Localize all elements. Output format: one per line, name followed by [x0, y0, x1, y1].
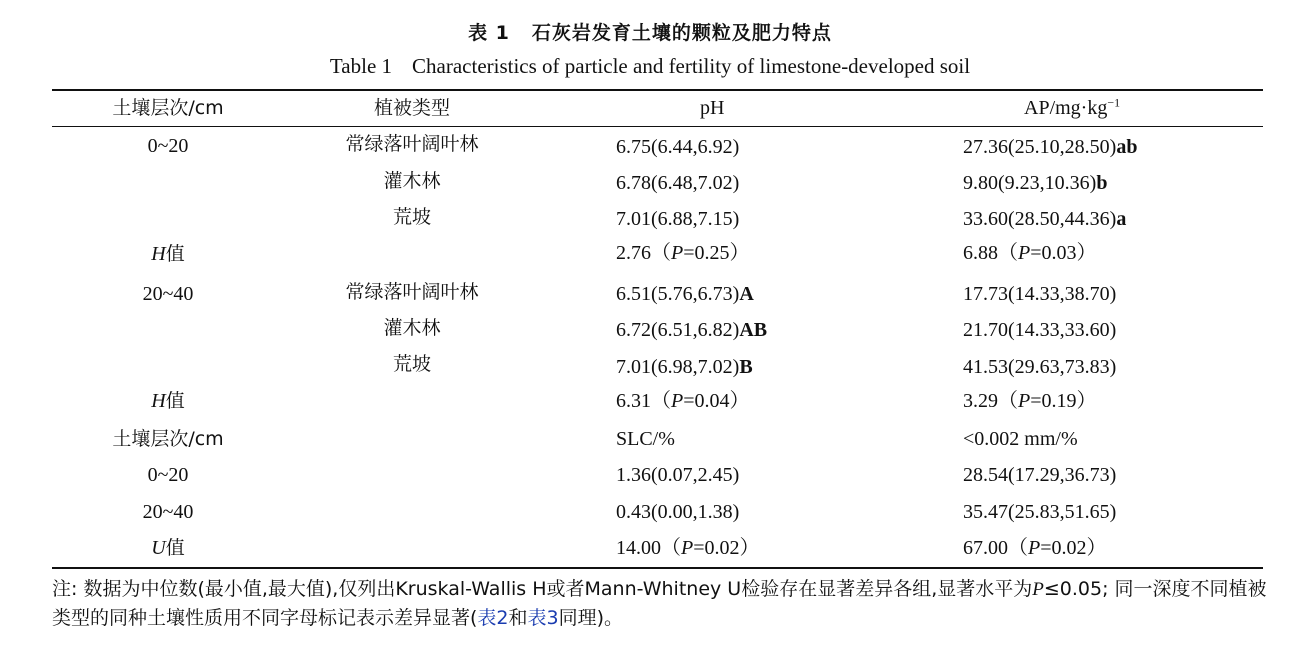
ap-significance-mark: a	[1116, 208, 1127, 230]
h-statistic-label	[52, 242, 284, 266]
p-letter: P	[671, 242, 684, 264]
header-ph: pH	[700, 97, 725, 119]
ph-significance-mark: AB	[739, 319, 768, 341]
header-ap-text: AP/mg·kg	[1024, 97, 1108, 119]
table-3-link[interactable]: 表3	[527, 607, 559, 629]
footnote-p-letter: P	[1032, 579, 1044, 600]
ap-value: 9.80(9.23,10.36)	[963, 172, 1097, 194]
footnote-text-2: ≤0.05; 同一深度不同植被类型的同种土壤性质用不同字母标记表示差异显著(	[52, 578, 1267, 629]
table-cell-slc: 0.43(0.00,1.38)	[616, 501, 740, 523]
h-ap-value: 6.88（	[963, 242, 1018, 264]
u-statistic-slc	[616, 536, 760, 560]
h-label-text: 值	[165, 390, 185, 412]
header-vegetation: 植被类型	[373, 97, 450, 119]
p-value: =0.02）	[693, 537, 760, 559]
table-number-en: Table 1	[329, 54, 393, 78]
p-value: =0.03）	[1030, 242, 1097, 264]
table-cell-ap	[963, 135, 1137, 159]
h-statistic-ap	[963, 241, 1097, 265]
p-value: =0.19）	[1030, 390, 1097, 412]
p-value: =0.04）	[683, 390, 750, 412]
p-letter: P	[1028, 537, 1041, 559]
table-title-en	[0, 54, 1300, 79]
ap-significance-mark: b	[1096, 172, 1108, 194]
p-value: =0.25）	[683, 242, 750, 264]
u-statistic-fine	[963, 536, 1107, 560]
table-top-rule	[52, 89, 1263, 91]
h-label-text: 值	[165, 243, 185, 265]
u-statistic-label	[52, 536, 284, 560]
header-ap-superscript: −1	[1107, 95, 1121, 110]
h-statistic-label	[52, 389, 284, 413]
h-ap-value: 3.29（	[963, 390, 1018, 412]
ap-value: 27.36(25.10,28.50)	[963, 136, 1117, 158]
table-footnote	[52, 575, 1272, 632]
footnote-and: 和	[508, 607, 528, 629]
table-cell-layer: 0~20	[147, 464, 189, 486]
p-letter: P	[671, 390, 684, 412]
ap-value: 17.73(14.33,38.70)	[963, 283, 1117, 305]
header-layer: 土壤层次/cm	[112, 97, 224, 119]
table-header-rule	[52, 126, 1263, 127]
table-cell-ph	[616, 207, 739, 231]
u-fine-value: 67.00（	[963, 537, 1028, 559]
ph-value: 6.72(6.51,6.82)	[616, 319, 740, 341]
table-cell-ap	[963, 282, 1116, 306]
u-label-text: 值	[165, 537, 185, 559]
table-cell-vegetation: 常绿落叶阔叶林	[345, 281, 479, 303]
p-letter: P	[1018, 390, 1031, 412]
table-title-en-text: Characteristics of particle and fertility of limestone-developed soil	[412, 54, 971, 78]
table-cell-fine-particle: 35.47(25.83,51.65)	[963, 501, 1117, 523]
u-slc-value: 14.00（	[616, 537, 681, 559]
table-cell-layer: 20~40	[142, 283, 194, 305]
p-value: =0.02）	[1040, 537, 1107, 559]
p-letter: P	[681, 537, 694, 559]
table-cell-ap	[963, 207, 1126, 231]
table-2-link[interactable]: 表2	[477, 607, 509, 629]
ap-value: 33.60(28.50,44.36)	[963, 208, 1117, 230]
table-cell-vegetation: 灌木林	[383, 317, 441, 339]
table-cell-ap	[963, 318, 1116, 342]
table-cell-vegetation: 灌木林	[383, 170, 441, 192]
table-cell-ph	[616, 171, 739, 195]
h-statistic-ph	[616, 241, 750, 265]
ph-significance-mark: B	[739, 356, 753, 378]
subheader-layer: 土壤层次/cm	[112, 428, 224, 450]
table-cell-layer: 0~20	[147, 135, 189, 157]
table-cell-ap	[963, 171, 1107, 195]
ap-value: 41.53(29.63,73.83)	[963, 356, 1117, 378]
h-ph-value: 6.31（	[616, 390, 671, 412]
ap-significance-mark: ab	[1116, 136, 1138, 158]
table-cell-ph	[616, 318, 767, 342]
table-cell-vegetation: 常绿落叶阔叶林	[345, 133, 479, 155]
p-letter: P	[1018, 242, 1031, 264]
header-ap	[1024, 96, 1120, 120]
table-cell-ph	[616, 355, 753, 379]
h-statistic-ap	[963, 389, 1097, 413]
subheader-fine-particle: <0.002 mm/%	[963, 428, 1078, 450]
ph-value: 6.51(5.76,6.73)	[616, 283, 740, 305]
ph-value: 6.75(6.44,6.92)	[616, 136, 740, 158]
table-bottom-rule	[52, 567, 1263, 569]
table-cell-vegetation: 荒坡	[392, 206, 431, 228]
table-cell-layer: 20~40	[142, 501, 194, 523]
footnote-text-3: 同理)。	[558, 607, 624, 629]
table-number-cn: 表 1	[468, 22, 510, 44]
table-cell-ph	[616, 282, 754, 306]
table-cell-ph	[616, 135, 739, 159]
h-letter: H	[151, 243, 166, 265]
ph-value: 7.01(6.88,7.15)	[616, 208, 740, 230]
footnote-text-1: 注: 数据为中位数(最小值,最大值),仅列出Kruskal-Wallis H或者Mann-Whitney U检验存在显著差异各组,显著水平为	[52, 578, 1033, 600]
ph-value: 6.78(6.48,7.02)	[616, 172, 740, 194]
table-cell-vegetation: 荒坡	[392, 353, 431, 375]
subheader-slc: SLC/%	[616, 428, 675, 450]
table-cell-slc: 1.36(0.07,2.45)	[616, 464, 740, 486]
ph-value: 7.01(6.98,7.02)	[616, 356, 740, 378]
ap-value: 21.70(14.33,33.60)	[963, 319, 1117, 341]
table-cell-ap	[963, 355, 1116, 379]
h-statistic-ph	[616, 389, 750, 413]
ph-significance-mark: A	[739, 283, 754, 305]
table-cell-fine-particle: 28.54(17.29,36.73)	[963, 464, 1117, 486]
table-title-cn	[0, 18, 1300, 45]
h-letter: H	[151, 390, 166, 412]
h-ph-value: 2.76（	[616, 242, 671, 264]
table-title-cn-text: 石灰岩发育土壤的颗粒及肥力特点	[531, 22, 832, 44]
u-letter: U	[151, 537, 166, 559]
